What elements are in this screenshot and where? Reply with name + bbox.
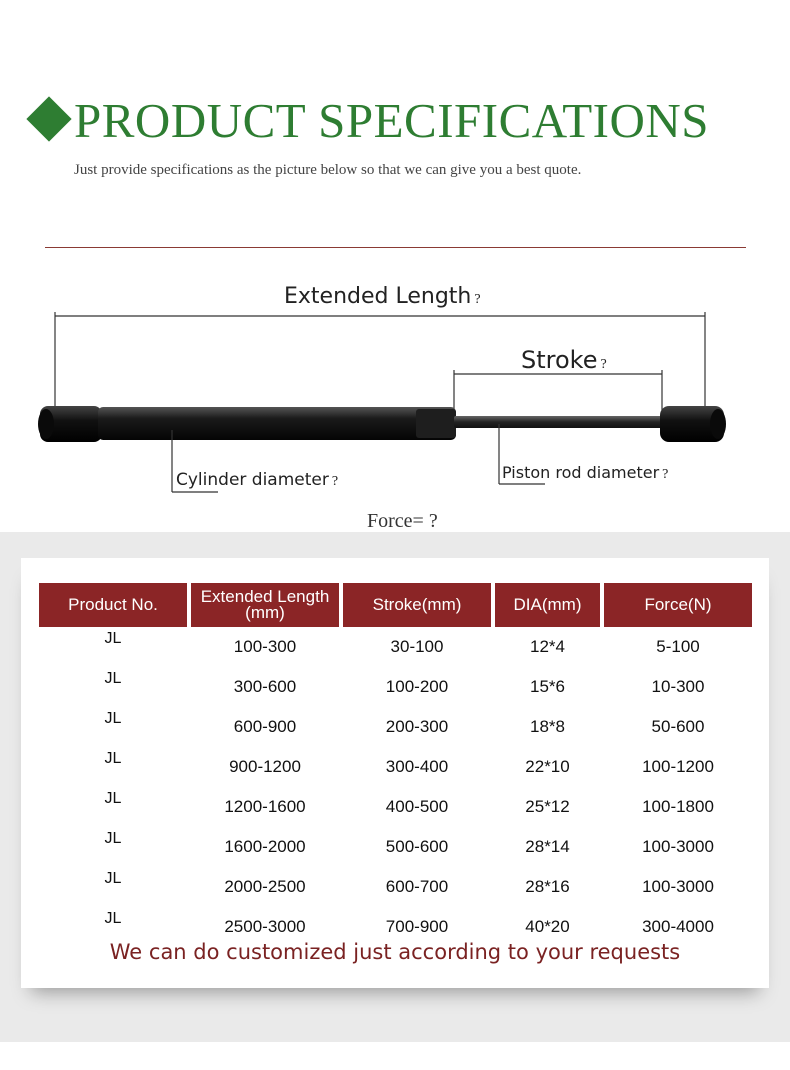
product-no-cell: JL (104, 870, 122, 887)
header-stroke: Stroke(mm) (343, 583, 491, 627)
table-row (39, 707, 752, 747)
force-cell: 10-300 (651, 677, 705, 696)
extended-length-cell: 1600-2000 (224, 837, 306, 856)
product-no-cell: JL (104, 790, 122, 807)
stroke-cell: 400-500 (385, 797, 449, 816)
extended-length-label: Extended Length ? (284, 284, 481, 309)
spec-card (21, 558, 769, 988)
header-product-no: Product No. (39, 583, 187, 627)
spec-table (35, 583, 756, 947)
header-extended-length-line2: (mm) (245, 603, 285, 622)
header-dia: DIA(mm) (495, 583, 600, 627)
table-row (39, 747, 752, 787)
dia-cell: 15*6 (530, 677, 565, 696)
cylinder-seal (416, 409, 456, 438)
table-row (39, 867, 752, 907)
right-end-face (710, 409, 726, 439)
extended-length-cell: 1200-1600 (224, 797, 306, 816)
dia-cell: 28*14 (525, 837, 570, 856)
divider (45, 247, 746, 248)
extended-length-cell: 2000-2500 (224, 877, 306, 896)
stroke-label: Stroke ? (521, 346, 607, 374)
force-label: Force= ? (367, 510, 438, 532)
header-extended-length-line1: Extended Length (200, 587, 330, 606)
force-cell: 5-100 (656, 637, 700, 656)
dia-cell: 40*20 (525, 917, 570, 936)
product-no-cell: JL (104, 630, 122, 647)
table-row (39, 787, 752, 827)
product-no-cell: JL (104, 830, 122, 847)
custom-note: We can do customized just according to your requests (109, 940, 681, 964)
gas-spring-illustration (0, 270, 790, 530)
force-cell: 100-1200 (642, 757, 714, 776)
product-no-cell: JL (104, 910, 122, 927)
product-no-cell: JL (104, 750, 122, 767)
force-cell: 300-4000 (642, 917, 714, 936)
table-row (39, 667, 752, 707)
header-extended-length (191, 583, 339, 627)
product-no-cell: JL (104, 670, 122, 687)
dia-cell: 18*8 (530, 717, 565, 736)
extended-length-cell: 900-1200 (229, 757, 301, 776)
dia-cell: 12*4 (530, 637, 565, 656)
cylinder-diameter-label: Cylinder diameter ? (176, 470, 339, 490)
extended-length-cell: 600-900 (233, 717, 297, 736)
stroke-cell: 100-200 (385, 677, 449, 696)
table-row (39, 627, 752, 667)
extended-length-cell: 100-300 (233, 637, 297, 656)
force-cell: 100-3000 (642, 837, 714, 856)
table-row (39, 827, 752, 867)
extended-length-cell: 300-600 (233, 677, 297, 696)
cylinder-body (98, 407, 456, 440)
stroke-cell: 30-100 (390, 637, 444, 656)
extended-length-cell: 2500-3000 (224, 917, 306, 936)
piston-rod-diameter-label: Piston rod diameter ? (502, 463, 669, 482)
table-header-row (39, 583, 752, 627)
dia-cell: 25*12 (525, 797, 570, 816)
stroke-cell: 300-400 (385, 757, 449, 776)
left-end-face (38, 409, 54, 439)
force-cell: 50-600 (651, 717, 705, 736)
force-cell: 100-1800 (642, 797, 714, 816)
dia-cell: 22*10 (525, 757, 570, 776)
product-no-cell: JL (104, 710, 122, 727)
header-force: Force(N) (604, 583, 752, 627)
stroke-cell: 500-600 (385, 837, 449, 856)
force-cell: 100-3000 (642, 877, 714, 896)
stroke-cell: 700-900 (385, 917, 449, 936)
stroke-cell: 200-300 (385, 717, 449, 736)
stroke-cell: 600-700 (385, 877, 449, 896)
title-diamond-icon (26, 96, 71, 141)
page-subtitle: Just provide specifications as the picture below so that we can give you a best quote. (74, 162, 582, 178)
dia-cell: 28*16 (525, 877, 570, 896)
page-title: PRODUCT SPECIFICATIONS (74, 93, 709, 148)
piston-rod (454, 416, 666, 428)
gas-spring-diagram (0, 270, 790, 530)
